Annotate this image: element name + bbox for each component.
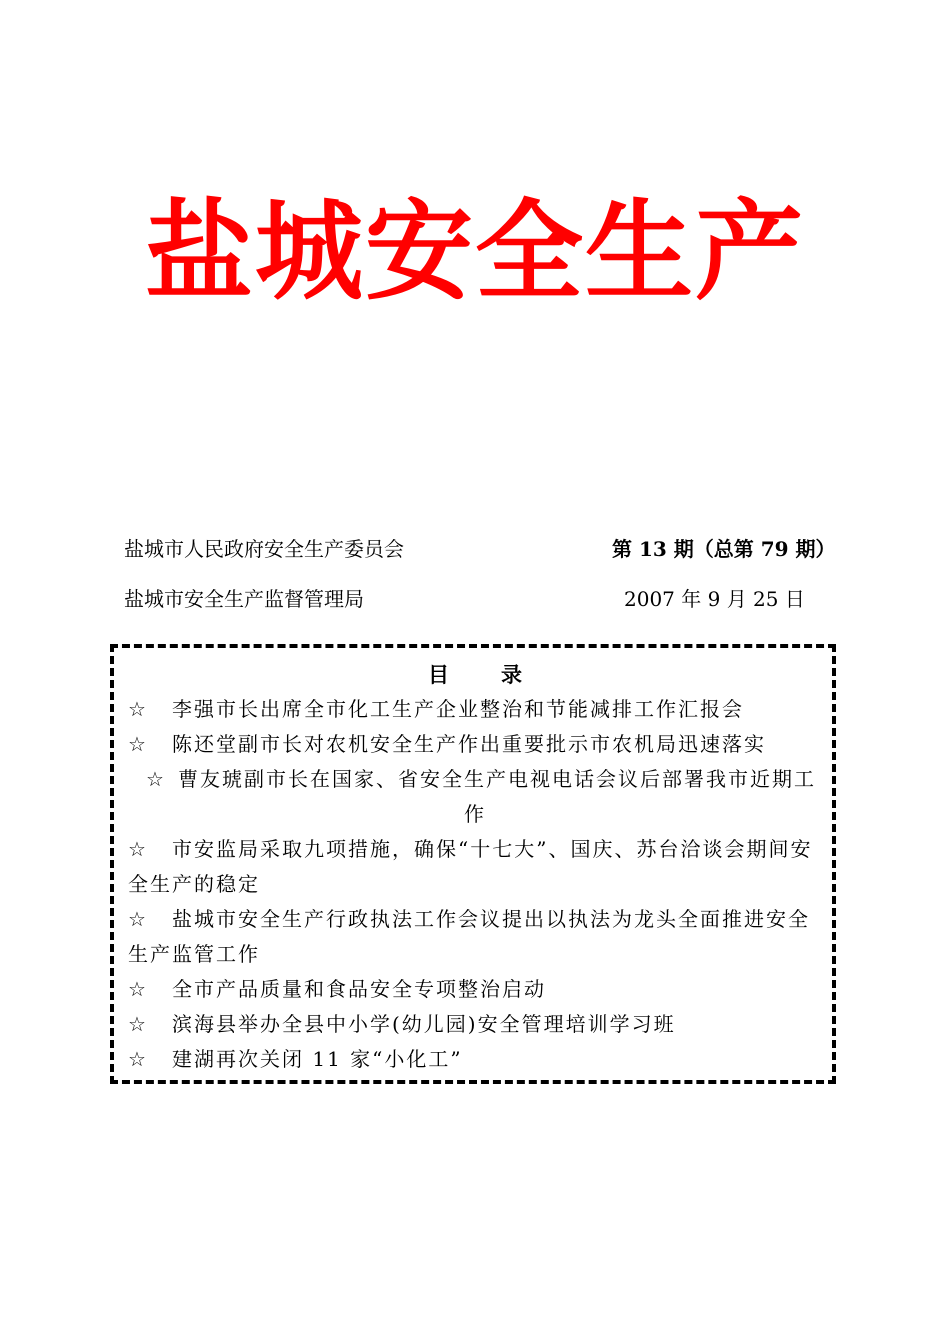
table-of-contents <box>110 644 836 1084</box>
toc-item[interactable] <box>128 972 822 1007</box>
issue-number: 第 13 期（总第 79 期） <box>612 537 836 561</box>
toc-item-text: 全市产品质量和食品安全专项整治启动 <box>172 977 546 1001</box>
toc-item[interactable] <box>128 762 822 832</box>
star-icon: ☆ <box>128 837 148 861</box>
star-icon: ☆ <box>128 697 148 721</box>
toc-item[interactable] <box>128 727 822 762</box>
issue-date: 2007 年 9 月 25 日 <box>624 587 805 611</box>
star-icon: ☆ <box>128 1047 148 1071</box>
star-icon: ☆ <box>128 977 148 1001</box>
star-icon: ☆ <box>128 1012 148 1036</box>
toc-item-text: 盐城市安全生产行政执法工作会议提出以执法为龙头全面推进安全生产监管工作 <box>128 907 810 966</box>
toc-item[interactable] <box>128 902 822 972</box>
toc-item[interactable] <box>128 692 822 727</box>
issue-info-row <box>124 534 834 564</box>
toc-item-text: 滨海县举办全县中小学(幼儿园)安全管理培训学习班 <box>172 1012 676 1036</box>
publisher-bureau: 盐城市安全生产监督管理局 <box>124 587 364 611</box>
star-icon: ☆ <box>128 732 148 756</box>
star-icon: ☆ <box>146 767 166 791</box>
toc-title: 目录 <box>428 663 574 687</box>
toc-item[interactable] <box>128 1007 822 1042</box>
publisher-committee: 盐城市人民政府安全生产委员会 <box>124 537 404 561</box>
toc-item[interactable] <box>128 832 822 902</box>
star-icon: ☆ <box>128 907 148 931</box>
toc-item-text: 曹友琥副市长在国家、省安全生产电视电话会议后部署我市近期工作 <box>178 767 816 826</box>
toc-item-text: 李强市长出席全市化工生产企业整治和节能减排工作汇报会 <box>172 697 744 721</box>
toc-list <box>128 692 822 1077</box>
issue-date-row <box>124 584 834 614</box>
toc-item-text: 陈还堂副市长对农机安全生产作出重要批示市农机局迅速落实 <box>172 732 766 756</box>
toc-item-text: 市安监局采取九项措施，确保“十七大”、国庆、苏台洽谈会期间安全生产的稳定 <box>128 837 813 896</box>
masthead-title: 盐城安全生产 <box>144 190 805 315</box>
toc-item[interactable] <box>128 1042 822 1077</box>
toc-item-text: 建湖再次关闭 11 家“小化工” <box>172 1047 463 1071</box>
